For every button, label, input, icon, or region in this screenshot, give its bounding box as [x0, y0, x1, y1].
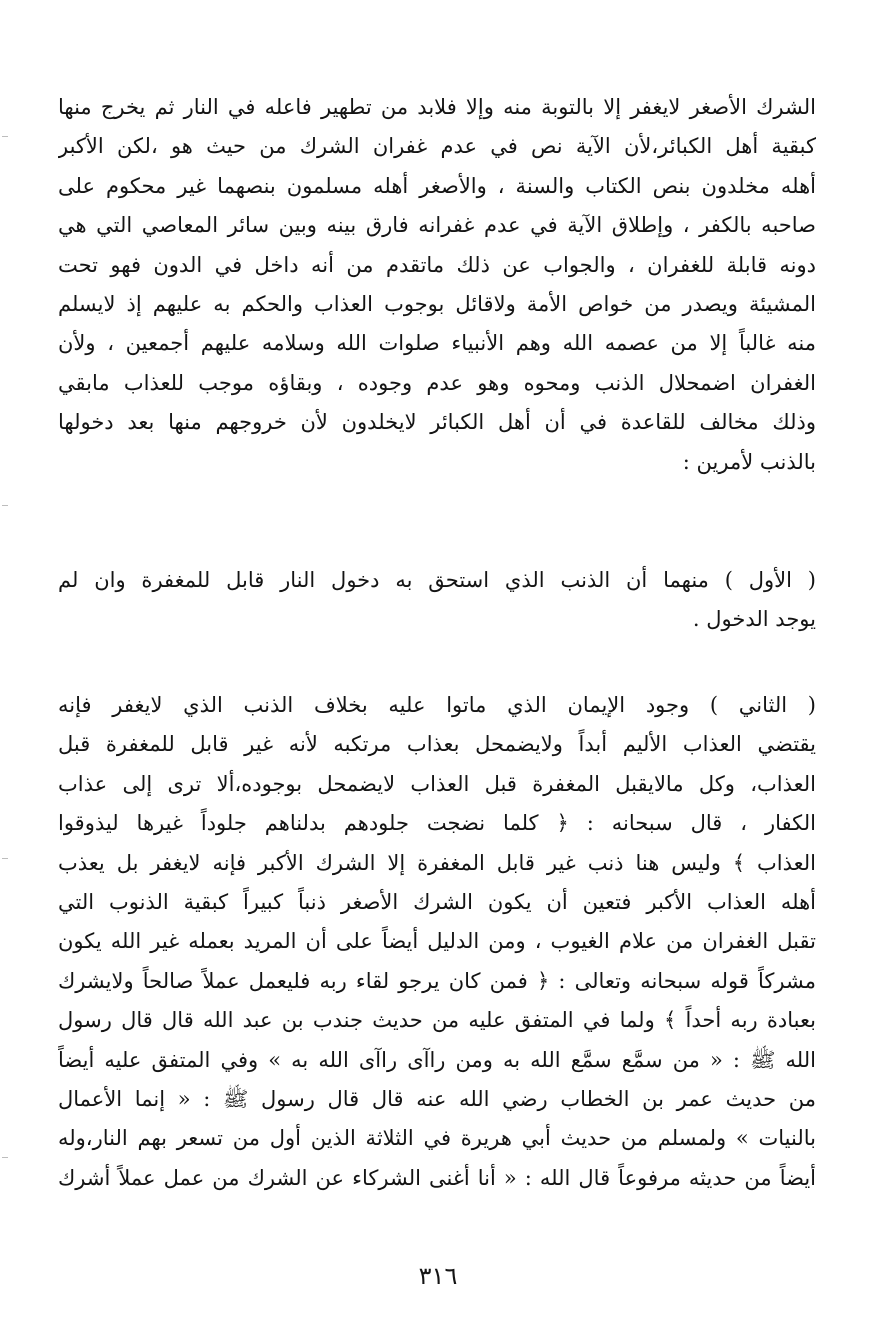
text-line: مشركاً قوله سبحانه وتعالى : ﴿ فمن كان يرجو لقاء ربه فليعمل عملاً صالحاً ولايشرك: [58, 968, 816, 993]
text-line: العذاب، وكل مالايقبل المغفرة قبل العذاب لايضمحل بوجوده،ألا ترى إلى عذاب: [58, 771, 816, 796]
text-line: ( الأول ) منهما أن الذنب الذي استحق به دخول النار قابل للمغفرة وان لم: [58, 568, 816, 592]
margin-mark: [2, 505, 8, 506]
text-line: ( الثاني ) وجود الإيمان الذي ماتوا عليه بخلاف الذنب الذي لايغفر فإنه: [58, 693, 816, 717]
text-line: يقتضي العذاب الأليم أبداً ولايضمحل بعذاب مرتكبه لأنه غير قابل للمغفرة قبل: [58, 732, 816, 757]
text-line: الله ﷺ : « من سمَّع سمَّع الله به ومن راآى راآى الله به » وفي المتفق عليه أيضاً: [58, 1047, 816, 1072]
text-line: الغفران اضمحلال الذنب ومحوه وهو عدم وجوده ، وبقاؤه موجب للعذاب مابقي: [58, 370, 816, 395]
text-line: أهله مخلدون بنص الكتاب والسنة ، والأصغر أهله مسلمون بنصهما غير محكوم على: [58, 173, 816, 198]
text-line: من حديث عمر بن الخطاب رضي الله عنه قال قال رسول ﷺ : « إنما الأعمال: [58, 1086, 816, 1111]
margin-mark: [2, 136, 8, 137]
text-line: وذلك مخالف للقاعدة في أن أهل الكبائر لايخلدون لأن خروجهم منها بعد دخولها: [58, 410, 816, 435]
text-line: المشيئة ويصدر من خواص الأمة ولاقائل بوجوب العذاب والحكم به عليهم إذ لايسلم: [58, 291, 816, 316]
paragraph-second-reason: [58, 686, 816, 1198]
text-line: بالنيات » ولمسلم من حديث أبي هريرة في الثلاثة الذين أول من تسعر بهم النار،وله: [58, 1126, 816, 1151]
text-line: الشرك الأصغر لايغفر إلا بالتوبة منه وإلا فلابد من تطهير فاعله في النار ثم يخرج منها: [58, 95, 816, 119]
text-line: يوجد الدخول .: [692, 607, 816, 632]
page-number: ٣١٦: [418, 1262, 458, 1290]
text-line: بالذنب لأمرين :: [682, 449, 816, 474]
text-line: الكفار ، قال سبحانه : ﴿ كلما نضجت جلودهم بدلناهم جلوداً غيرها ليذوقوا: [58, 811, 816, 836]
paragraph-main: [58, 88, 816, 482]
text-line: بعبادة ربه أحداً ﴾ ولما في المتفق عليه من حديث جندب بن عبد الله قال قال رسول: [58, 1008, 816, 1033]
text-line: صاحبه بالكفر ، وإطلاق الآية في عدم غفرانه فارق بينه وبين سائر المعاصي التي هي: [58, 213, 816, 238]
text-line: تقبل الغفران من علام الغيوب ، ومن الدليل أيضاً على أن المريد بعمله غير الله يكون: [58, 929, 816, 954]
margin-mark: [2, 1157, 8, 1158]
text-line: أهله العذاب الأكبر فتعين أن يكون الشرك الأصغر ذنباً كبيراً كبقية الذنوب التي: [58, 889, 816, 914]
paragraph-first-reason: [58, 561, 816, 640]
text-line: العذاب ﴾ وليس هنا ذنب غير قابل المغفرة إلا الشرك الأكبر فإنه لايغفر بل يعذب: [58, 850, 816, 875]
text-line: كبقية أهل الكبائر،لأن الآية نص في عدم غفران الشرك من حيث هو ،لكن الأكبر: [58, 134, 816, 159]
text-line: دونه قابلة للغفران ، والجواب عن ذلك ماتقدم من أنه داخل في الدون فهو تحت: [58, 252, 816, 277]
text-line: أيضاً من حديثه مرفوعاً قال الله : « أنا أغنى الشركاء عن الشرك من عمل عملاً أشرك: [58, 1165, 816, 1190]
margin-mark: [2, 858, 8, 859]
text-line: منه غالباً إلا من عصمه الله وهم الأنبياء صلوات الله وسلامه عليهم أجمعين ، ولأن: [58, 331, 816, 356]
